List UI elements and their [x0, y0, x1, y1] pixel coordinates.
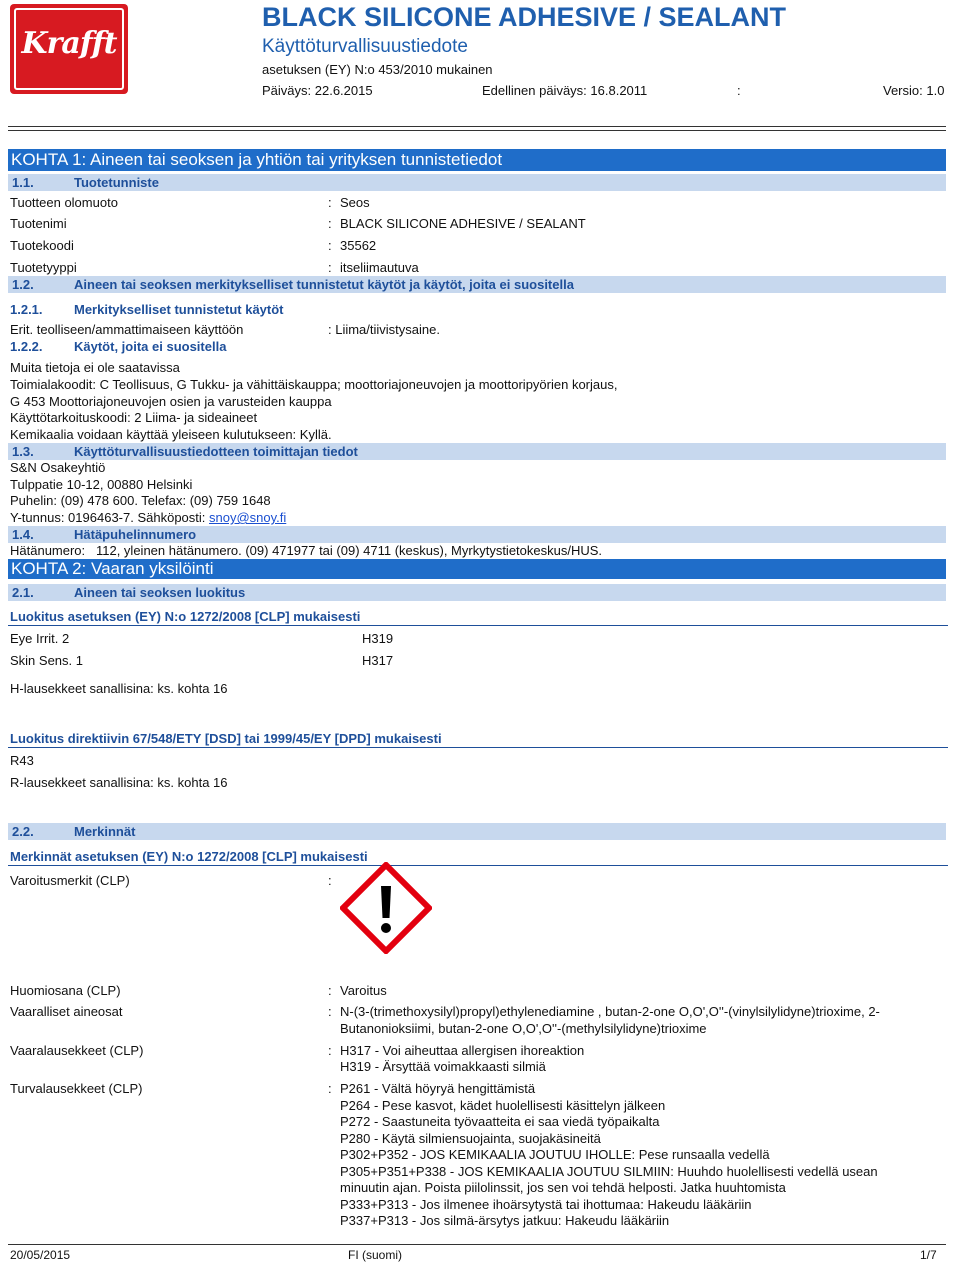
supplier-phone: Puhelin: (09) 478 600. Telefax: (09) 759 1648 — [10, 493, 271, 508]
document-subtitle: Käyttöturvallisuustiedote — [262, 36, 468, 57]
footer-date: 20/05/2015 — [10, 1248, 71, 1262]
row-value: itseliimautuva — [340, 260, 419, 275]
classification-class: Skin Sens. 1 — [10, 653, 83, 668]
clp-classification-heading: Luokitus asetuksen (EY) N:o 1272/2008 [CLP] mukaisesti — [8, 609, 948, 626]
section-1-bar — [8, 149, 946, 171]
section-2-title: KOHTA 2: Vaaran yksilöinti — [11, 559, 214, 578]
classification-code: H317 — [362, 653, 394, 668]
subsection-number: 2.1. — [12, 585, 34, 600]
emergency-line: Hätänumero: 112, yleinen hätänumero. (09) 471977 tai (09) 4711 (keskus), Myrkytystietokeskus/HUS. — [10, 543, 603, 558]
classification-code: H319 — [362, 631, 394, 646]
r-code: R43 — [10, 753, 34, 768]
subsection-number: 1.4. — [12, 527, 34, 542]
row-label: Tuotteen olomuoto — [10, 195, 118, 210]
hazardous-components-label: Vaaralliset aineosat — [10, 1004, 123, 1019]
subsection-number: 1.3. — [12, 444, 34, 459]
meta-colon: : — [737, 83, 741, 98]
info-line: G 453 Moottoriajoneuvojen osien ja varusteiden kauppa — [10, 394, 332, 409]
subsection-title: Merkitykselliset tunnistetut käytöt — [74, 302, 284, 317]
signal-word-label: Huomiosana (CLP) — [10, 983, 121, 998]
hazardous-component-line: N-(3-(trimethoxysilyl)propyl)ethylenediamine , butan-2-one O,O',O''-(vinylsilylidyne)trioxime, 2- — [340, 1004, 880, 1019]
row-value: 35562 — [340, 238, 377, 253]
section-1-title: KOHTA 1: Aineen tai seoksen ja yhtiön tai yrityksen tunnistetiedot — [11, 150, 503, 169]
field-colon: : — [328, 1004, 332, 1019]
row-colon: : — [328, 216, 332, 231]
use-value: : Liima/tiivistysaine. — [328, 322, 440, 337]
business-id-text: Y-tunnus: 0196463-7. Sähköposti: — [10, 510, 209, 525]
subsection-2-2-bar — [8, 823, 946, 840]
supplier-name: S&N Osakeyhtiö — [10, 460, 106, 475]
info-line: Kemikaalia voidaan käyttää yleiseen kulutukseen: Kyllä. — [10, 427, 332, 442]
dsd-classification-heading: Luokitus direktiivin 67/548/ETY [DSD] tai 1999/45/EY [DPD] mukaisesti — [8, 731, 948, 748]
footer-divider — [8, 1244, 946, 1245]
hazard-statement: H317 - Voi aiheuttaa allergisen ihoreaktion — [340, 1043, 585, 1058]
subsection-number: 2.2. — [12, 824, 34, 839]
info-line: Toimialakoodit: C Teollisuus, G Tukku- ja vähittäiskauppa; moottoriajoneuvojen ja moottoripyörien korjaus, — [10, 377, 618, 392]
info-line: Käyttötarkoituskoodi: 2 Liima- ja sideaineet — [10, 410, 258, 425]
classification-class: Eye Irrit. 2 — [10, 631, 70, 646]
field-colon: : — [328, 1043, 332, 1058]
document-title: BLACK SILICONE ADHESIVE / SEALANT — [262, 2, 787, 32]
row-label: Tuotenimi — [10, 216, 67, 231]
row-colon: : — [328, 238, 332, 253]
subsection-title: Aineen tai seoksen luokitus — [74, 585, 246, 600]
exclamation-mark-pictogram-icon — [340, 862, 432, 954]
row-label: Tuotetyyppi — [10, 260, 77, 275]
email-link[interactable]: snoy@snoy.fi — [209, 510, 287, 525]
precautionary-statement: P280 - Käytä silmiensuojainta, suojakäsineitä — [340, 1131, 601, 1146]
krafft-logo — [10, 4, 128, 94]
subsection-1-3-bar — [8, 443, 946, 460]
h-statements-reference: H-lausekkeet sanallisina: ks. kohta 16 — [10, 681, 228, 696]
precautionary-statement: P272 - Saastuneita työvaatteita ei saa viedä työpaikalta — [340, 1114, 660, 1129]
precautionary-statement: P333+P313 - Jos ilmenee ihoärsytystä tai ihottumaa: Hakeudu lääkäriin — [340, 1197, 752, 1212]
subsection-number: 1.2. — [12, 277, 34, 292]
subsection-1-1-bar — [8, 174, 946, 191]
version-label: Versio: 1.0 — [883, 83, 945, 98]
supplier-address: Tulppatie 10-12, 00880 Helsinki — [10, 477, 193, 492]
precautionary-statements-label: Turvalausekkeet (CLP) — [10, 1081, 143, 1096]
field-colon: : — [328, 983, 332, 998]
row-colon: : — [328, 260, 332, 275]
labelling-heading: Merkinnät asetuksen (EY) N:o 1272/2008 [CLP] mukaisesti — [8, 849, 948, 866]
use-label: Erit. teolliseen/ammattimaiseen käyttöön — [10, 322, 244, 337]
row-value: BLACK SILICONE ADHESIVE / SEALANT — [340, 216, 586, 231]
subsection-title: Käytöt, joita ei suositella — [74, 339, 227, 354]
footer-page-number: 1/7 — [920, 1248, 937, 1262]
subsection-title: Merkinnät — [74, 824, 136, 839]
r-statements-reference: R-lausekkeet sanallisina: ks. kohta 16 — [10, 775, 228, 790]
precautionary-statement: P302+P352 - JOS KEMIKAALIA JOUTUU IHOLLE: Pese runsaalla vedellä — [340, 1147, 770, 1162]
header-divider — [8, 126, 946, 131]
footer-language: FI (suomi) — [348, 1248, 402, 1262]
hazard-statements-label: Vaaralausekkeet (CLP) — [10, 1043, 144, 1058]
supplier-business-id — [10, 510, 286, 525]
subsection-1-2-bar — [8, 276, 946, 293]
regulation-note: asetuksen (EY) N:o 453/2010 mukainen — [262, 62, 493, 77]
hazardous-component-line: Butanonioksiimi, butan-2-one O,O',O''-(methylsilylidyne)trioxime — [340, 1021, 707, 1036]
field-colon: : — [328, 1081, 332, 1096]
info-line: Muita tietoja ei ole saatavissa — [10, 360, 180, 375]
precautionary-statement: P261 - Vältä höyryä hengittämistä — [340, 1081, 536, 1096]
subsection-number: 1.1. — [12, 175, 34, 190]
precautionary-statement: minuutin ajan. Poista piilolinssit, jos sen voi tehdä helposti. Jatka huuhtomista — [340, 1180, 786, 1195]
subsection-1-4-bar — [8, 526, 946, 543]
pictogram-label: Varoitusmerkit (CLP) — [10, 873, 130, 888]
row-value: Seos — [340, 195, 370, 210]
subsection-number: 1.2.1. — [10, 302, 43, 317]
subsection-2-1-bar — [8, 584, 946, 601]
subsection-title: Hätäpuhelinnumero — [74, 527, 197, 542]
hazard-statement: H319 - Ärsyttää voimakkaasti silmiä — [340, 1059, 546, 1074]
pictogram-colon: : — [328, 873, 332, 888]
precautionary-statement: P305+P351+P338 - JOS KEMIKAALIA JOUTUU SILMIIN: Huuhdo huolellisesti vedellä usean — [340, 1164, 878, 1179]
subsection-title: Aineen tai seoksen merkitykselliset tunnistetut käytöt ja käytöt, joita ei suositella — [74, 277, 574, 292]
previous-date: Edellinen päiväys: 16.8.2011 — [482, 83, 648, 98]
row-label: Tuotekoodi — [10, 238, 74, 253]
logo-text: Krafft — [21, 26, 117, 61]
subsection-number: 1.2.2. — [10, 339, 43, 354]
subsection-title: Käyttöturvallisuustiedotteen toimittajan tiedot — [74, 444, 358, 459]
issue-date: Päiväys: 22.6.2015 — [262, 83, 373, 98]
precautionary-statement: P264 - Pese kasvot, kädet huolellisesti käsittelyn jälkeen — [340, 1098, 666, 1113]
section-2-bar — [8, 559, 946, 579]
row-colon: : — [328, 195, 332, 210]
signal-word-value: Varoitus — [340, 983, 387, 998]
subsection-title: Tuotetunniste — [74, 175, 159, 190]
precautionary-statement: P337+P313 - Jos silmä-ärsytys jatkuu: Hakeudu lääkäriin — [340, 1213, 670, 1228]
